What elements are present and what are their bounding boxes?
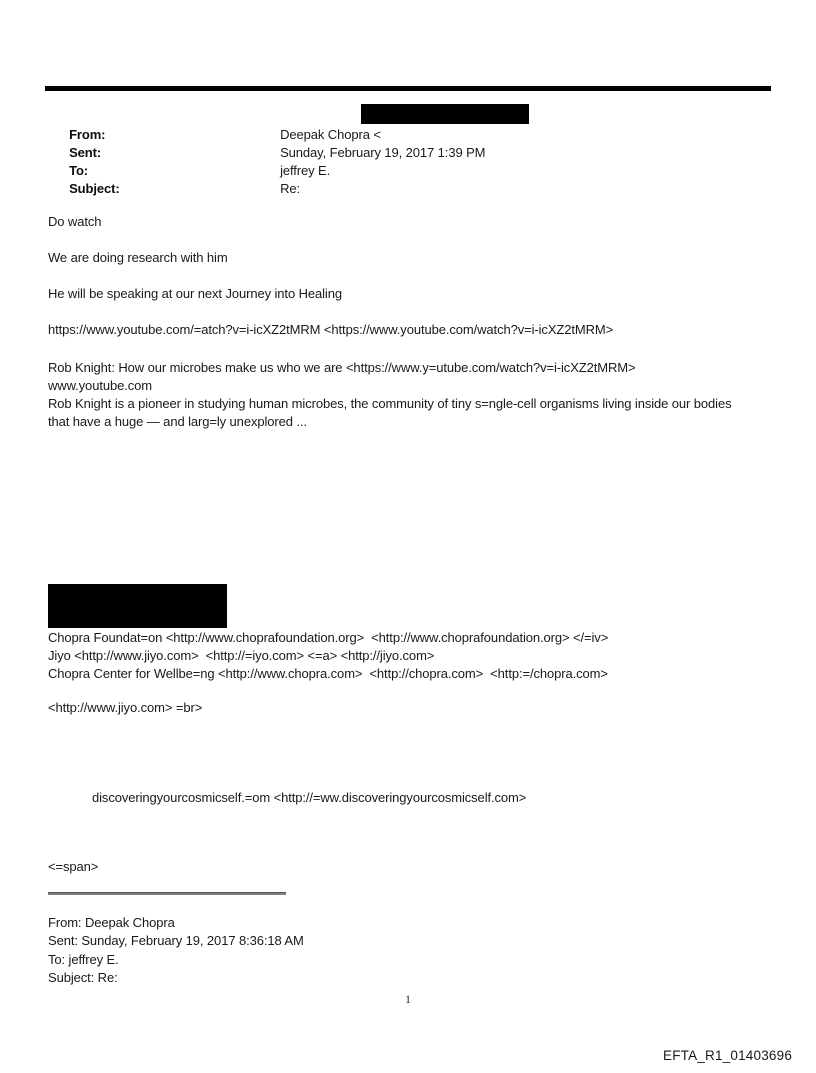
body-line: <=span> (48, 859, 99, 874)
page-number: 1 (405, 992, 411, 1006)
from-value: Deepak Chopra < (280, 127, 381, 142)
to-label: To: (69, 163, 89, 178)
body-line: Rob Knight: How our microbes make us who we are <https://www.y=utube.com/watch?v=i-icXZ2tMRM> (48, 360, 636, 375)
body-line: Sent: Sunday, February 19, 2017 8:36:18 AM (48, 933, 304, 948)
to-value: jeffrey E. (280, 163, 331, 178)
subject-value: Re: (280, 181, 301, 196)
body-line: From: Deepak Chopra (48, 915, 175, 930)
signature-divider-line (48, 892, 286, 895)
body-line: https://www.youtube.com/=atch?v=i-icXZ2tMRM <https://www.youtube.com/watch?v=i-icXZ2tMRM> (48, 322, 614, 337)
body-line: Do watch (48, 214, 102, 229)
body-line: that have a huge — and larg=ly unexplored ... (48, 414, 307, 429)
body-line: To: jeffrey E. (48, 952, 119, 967)
body-line: Chopra Foundat=on <http://www.choprafoundation.org> <http://www.choprafoundation.org> </=iv> (48, 630, 609, 645)
body-line: Chopra Center for Wellbe=ng <http://www.chopra.com> <http://chopra.com> <http:=/chopra.com> (48, 666, 608, 681)
from-label: From: (69, 127, 106, 142)
body-line: www.youtube.com (48, 378, 152, 393)
body-line: We are doing research with him (48, 250, 228, 265)
body-line: discoveringyourcosmicself.=om <http://=ww.discoveringyourcosmicself.com> (92, 790, 527, 805)
bates-number: EFTA_R1_01403696 (663, 1048, 793, 1063)
body-line: Jiyo <http://www.jiyo.com> <http://=iyo.com> <=a> <http://jiyo.com> (48, 648, 435, 663)
sent-label: Sent: (69, 145, 102, 160)
body-line: Subject: Re: (48, 970, 118, 985)
sent-value: Sunday, February 19, 2017 1:39 PM (280, 145, 486, 160)
body-line: He will be speaking at our next Journey into Healing (48, 286, 342, 301)
body-line: Rob Knight is a pioneer in studying human microbes, the community of tiny s=ngle-cell organisms living inside our bodies (48, 396, 732, 411)
body-line: <http://www.jiyo.com> =br> (48, 700, 203, 715)
subject-label: Subject: (69, 181, 120, 196)
